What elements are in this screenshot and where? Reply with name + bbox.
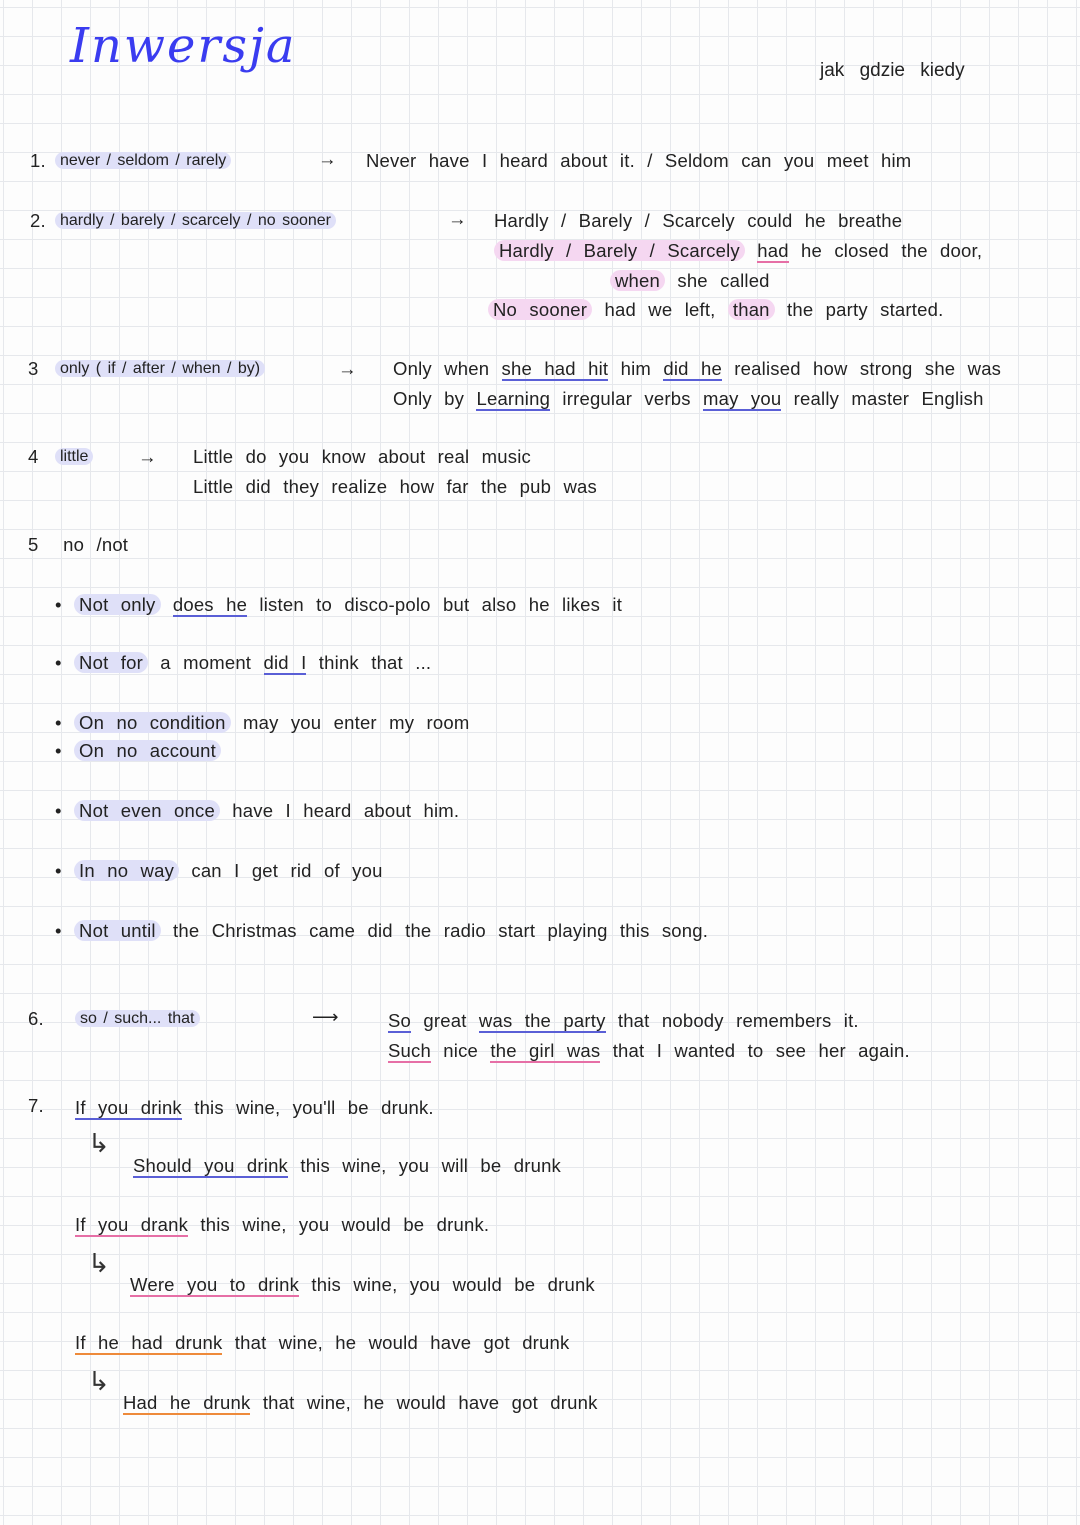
text: this wine, you would be drunk.: [188, 1214, 490, 1235]
text: •: [55, 652, 75, 673]
item-7-second-conditional: [75, 1212, 489, 1238]
item-6-example-1: [388, 1008, 859, 1034]
item-7-first-inversion: [133, 1153, 561, 1179]
underlined-phrase: Should you drink: [133, 1155, 289, 1176]
text: 7.: [28, 1095, 44, 1116]
item-6-keywords: [75, 1006, 200, 1032]
text: this wine, you would be drunk: [299, 1274, 595, 1295]
underlined-phrase: may you: [703, 388, 782, 409]
item-1-example: [366, 148, 911, 174]
text: Little do you know about real music: [193, 446, 531, 467]
highlighted-phrase: Not only: [74, 594, 160, 615]
text: Only by: [393, 388, 477, 409]
header-note: jak gdzie kiedy: [820, 60, 965, 81]
item-7-first-conditional: [75, 1095, 434, 1121]
item-2-example-3: [488, 297, 943, 323]
text: irregular verbs: [550, 388, 703, 409]
underlined-phrase: the girl was: [490, 1040, 601, 1061]
return-arrow-icon: ↳: [88, 1248, 110, 1278]
underlined-phrase: did I: [263, 652, 307, 673]
underlined-phrase: was the party: [478, 1010, 606, 1031]
item-2-label: [30, 208, 46, 234]
text: •: [55, 800, 75, 821]
text: •: [55, 740, 75, 761]
item-4-keywords: [55, 444, 93, 470]
highlighted-phrase: when: [610, 270, 665, 291]
underlined-phrase: So: [388, 1010, 412, 1031]
text: [745, 240, 757, 261]
item-1-keywords: [55, 148, 231, 174]
highlighted-phrase: On no condition: [74, 712, 231, 733]
underlined-phrase: did he: [663, 358, 722, 379]
text: →: [338, 358, 357, 379]
text: listen to disco-polo but also he likes it: [247, 594, 623, 615]
highlighted-phrase: only ( if / after / when / by): [55, 360, 265, 377]
text: 1.: [30, 150, 46, 171]
text: •: [55, 860, 75, 881]
text: that nobody remembers it.: [605, 1010, 859, 1031]
text: Hardly / Barely / Scarcely could he breathe: [494, 210, 903, 231]
text: great: [411, 1010, 479, 1031]
text: Little did they realize how far the pub was: [193, 476, 597, 497]
highlighted-phrase: Not until: [74, 920, 161, 941]
item-2-example-2: [494, 238, 982, 264]
underlined-phrase: If you drank: [75, 1214, 189, 1235]
text: •: [55, 920, 75, 941]
text: Only when: [393, 358, 502, 379]
text: had we left,: [592, 299, 728, 320]
underlined-phrase: If he had drunk: [75, 1332, 223, 1353]
bullet-not-for: [55, 650, 431, 676]
highlighted-phrase: so / such... that: [75, 1010, 200, 1027]
item-4-example-2: [193, 474, 597, 500]
text: •: [55, 712, 75, 733]
underlined-phrase: she had hit: [501, 358, 609, 379]
text: →: [138, 446, 157, 467]
text: nice: [430, 1040, 491, 1061]
item-1-arrow: [318, 146, 337, 172]
text: 5 no /not: [28, 534, 129, 555]
underlined-phrase: had: [757, 240, 789, 261]
item-6-arrow: [312, 1004, 339, 1030]
item-3-example-2: [393, 386, 984, 412]
item-3-example-1: [393, 356, 1001, 382]
text: have I heard about him.: [219, 800, 460, 821]
item-7-second-inversion: [130, 1272, 595, 1298]
bullet-in-no-way: [55, 858, 383, 884]
text: the party started.: [774, 299, 944, 320]
text: can I get rid of you: [179, 860, 383, 881]
underlined-phrase: Learning: [476, 388, 551, 409]
text: Never have I heard about it. / Seldom can you meet him: [366, 150, 912, 171]
bullet-not-only: [55, 592, 622, 618]
text: he closed the door,: [788, 240, 983, 261]
underlined-phrase: If you drink: [75, 1097, 182, 1118]
text: this wine, you will be drunk: [288, 1155, 562, 1176]
highlighted-phrase: In no way: [74, 860, 179, 881]
text: that I wanted to see her again.: [600, 1040, 910, 1061]
item-4-arrow: [138, 444, 157, 470]
underlined-phrase: does he: [172, 594, 248, 615]
text: realised how strong she was: [721, 358, 1002, 379]
item-6-label: [28, 1006, 44, 1032]
text: a moment: [147, 652, 264, 673]
highlighted-phrase: hardly / barely / scarcely / no sooner: [55, 212, 336, 229]
text: 3: [28, 358, 39, 379]
item-2-example-1: [494, 208, 902, 234]
item-2-keywords: [55, 208, 336, 234]
text: ⟶: [312, 1006, 339, 1027]
item-4-example-1: [193, 444, 531, 470]
text: →: [318, 148, 337, 169]
item-7-third-conditional: [75, 1330, 569, 1356]
item-2-arrow: [448, 206, 467, 232]
item-6-example-2: [388, 1038, 910, 1064]
bullet-not-until: [55, 918, 708, 944]
text: 6.: [28, 1008, 44, 1029]
item-2-example-2b: [610, 268, 770, 294]
item-3-arrow: [338, 356, 357, 382]
text: she called: [665, 270, 770, 291]
return-arrow-icon: ↳: [88, 1128, 110, 1158]
highlighted-phrase: Not even once: [74, 800, 220, 821]
page-title: Inwersja: [70, 18, 297, 74]
bullet-on-no-account: [55, 738, 221, 764]
text: that wine, he would have got drunk: [250, 1392, 598, 1413]
item-7-third-inversion: [123, 1390, 598, 1416]
item-1-label: [30, 148, 46, 174]
item-3-keywords: [55, 356, 265, 382]
highlighted-phrase: Not for: [74, 652, 148, 673]
highlighted-phrase: little: [55, 448, 93, 465]
text: the Christmas came did the radio start playing this song.: [160, 920, 709, 941]
text: him: [608, 358, 664, 379]
highlighted-phrase: On no account: [74, 740, 221, 761]
item-4-label: [28, 444, 39, 470]
item-5-heading: [28, 532, 128, 558]
highlighted-phrase: never / seldom / rarely: [55, 152, 231, 169]
text: this wine, you'll be drunk.: [181, 1097, 434, 1118]
highlighted-phrase: No sooner: [488, 299, 592, 320]
text: 2.: [30, 210, 46, 231]
highlighted-phrase: Hardly / Barely / Scarcely: [494, 240, 745, 261]
text: →: [448, 208, 467, 229]
underlined-phrase: Were you to drink: [130, 1274, 300, 1295]
underlined-phrase: Such: [388, 1040, 431, 1061]
bullet-not-even-once: [55, 798, 459, 824]
item-3-label: [28, 356, 39, 382]
text: really master English: [781, 388, 984, 409]
text: [161, 594, 173, 615]
bullet-on-no-condition: [55, 710, 469, 736]
text: 4: [28, 446, 39, 467]
underlined-phrase: Had he drunk: [123, 1392, 251, 1413]
text: that wine, he would have got drunk: [222, 1332, 570, 1353]
text: think that ...: [306, 652, 432, 673]
text: may you enter my room: [230, 712, 470, 733]
return-arrow-icon: ↳: [88, 1366, 110, 1396]
highlighted-phrase: than: [728, 299, 775, 320]
text: •: [55, 594, 75, 615]
item-7-label: [28, 1093, 44, 1119]
